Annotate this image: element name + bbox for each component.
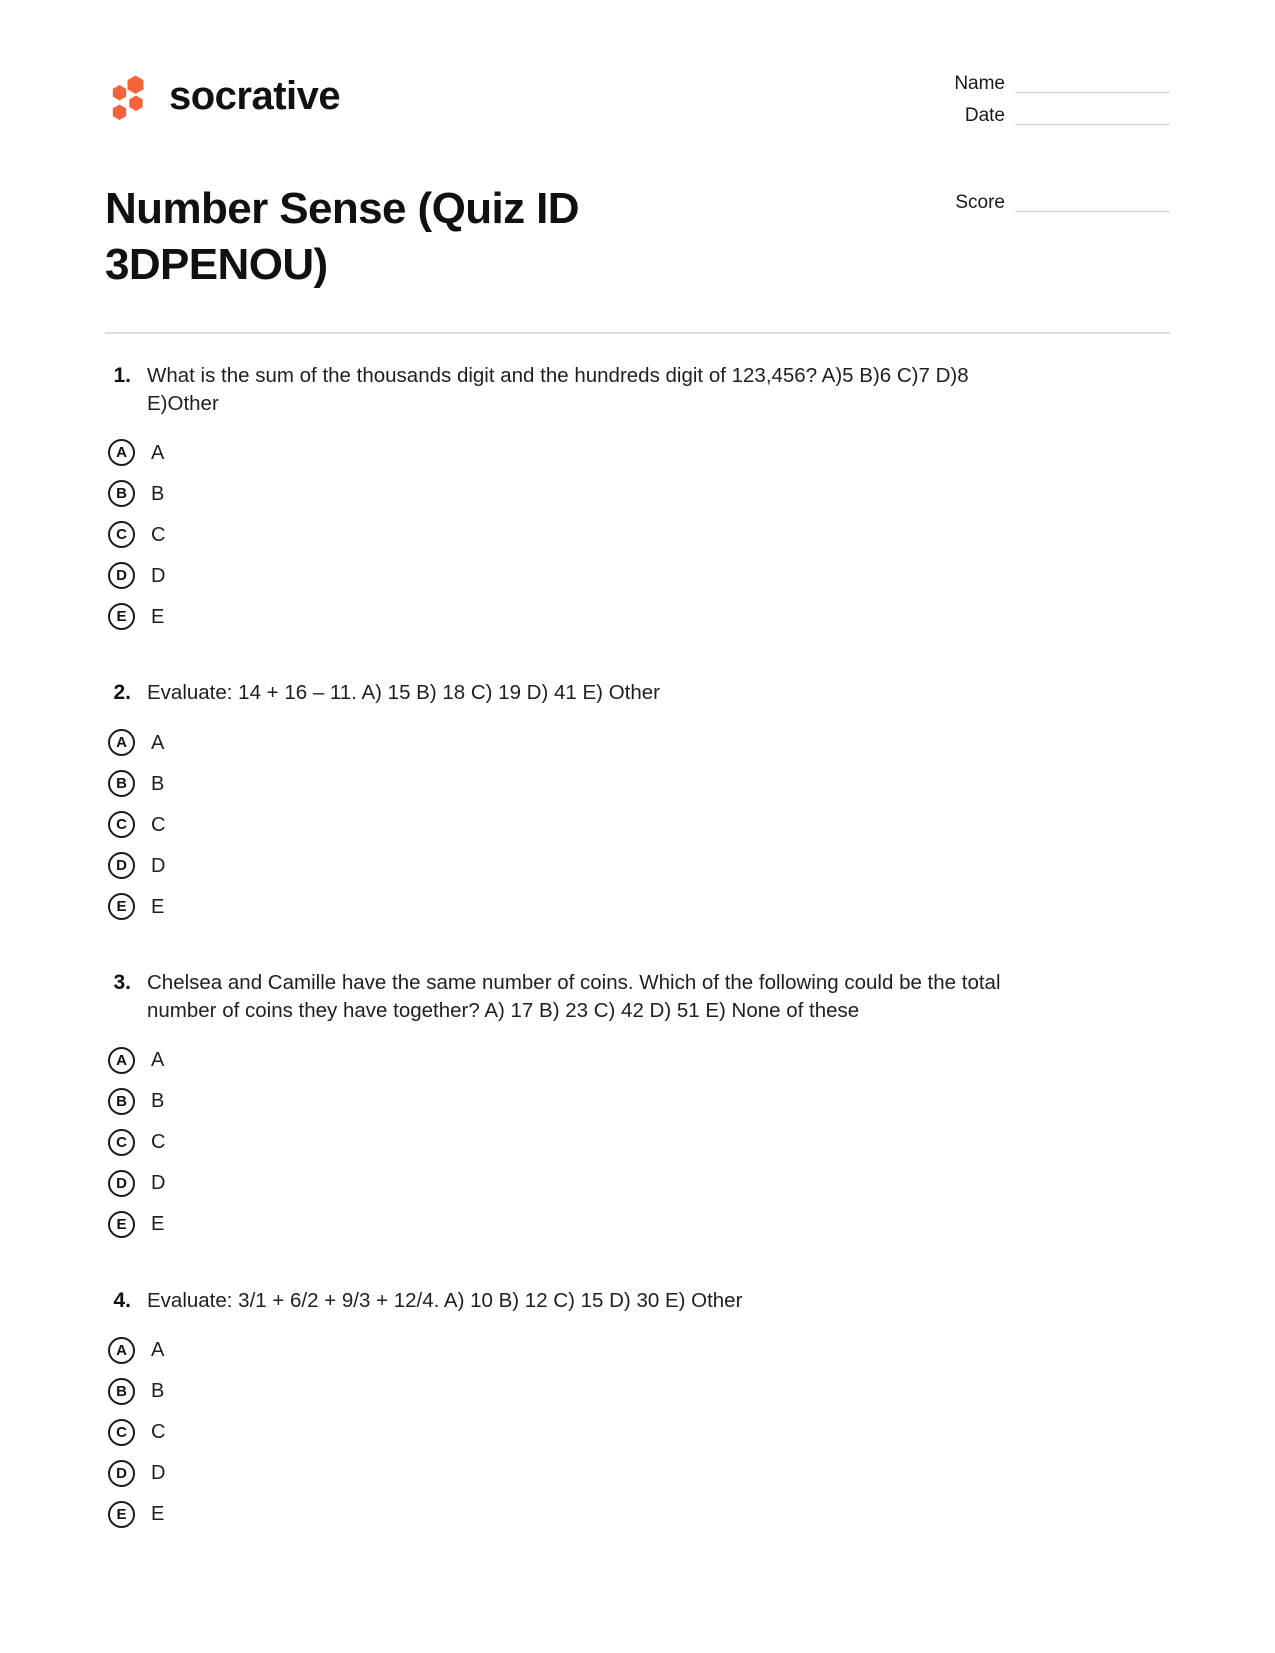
answer-option-e[interactable] xyxy=(108,1204,1170,1245)
answer-bubble-d[interactable]: D xyxy=(108,562,135,589)
header-divider xyxy=(105,332,1170,334)
answer-option-label: E xyxy=(151,1503,165,1526)
answer-option-e[interactable] xyxy=(108,886,1170,927)
name-field-row xyxy=(925,74,1170,93)
question-list xyxy=(0,362,1275,1535)
answer-option-list xyxy=(105,1040,1170,1245)
answer-option-label: B xyxy=(151,772,165,795)
answer-bubble-e[interactable]: E xyxy=(108,603,135,630)
answer-option-label: A xyxy=(151,731,165,754)
answer-bubble-c[interactable]: C xyxy=(108,521,135,548)
answer-option-c[interactable] xyxy=(108,804,1170,845)
socrative-brand xyxy=(105,72,340,120)
answer-bubble-a[interactable]: A xyxy=(108,1337,135,1364)
question-number: 2. xyxy=(113,681,131,705)
answer-bubble-a[interactable]: A xyxy=(108,729,135,756)
answer-option-a[interactable] xyxy=(108,1330,1170,1371)
question-text: Evaluate: 3/1 + 6/2 + 9/3 + 12/4. A) 10 B) 12 C) 15 D) 30 E) Other xyxy=(147,1288,743,1312)
answer-option-list xyxy=(105,1330,1170,1535)
answer-option-d[interactable] xyxy=(108,845,1170,886)
page-header xyxy=(0,0,1275,225)
answer-bubble-e[interactable]: E xyxy=(108,893,135,920)
answer-bubble-b[interactable]: B xyxy=(108,480,135,507)
answer-option-label: A xyxy=(151,441,165,464)
date-field-line[interactable] xyxy=(1015,110,1170,125)
answer-option-label: E xyxy=(151,1213,165,1236)
answer-bubble-a[interactable]: A xyxy=(108,439,135,466)
answer-option-a[interactable] xyxy=(108,722,1170,763)
answer-option-list xyxy=(105,432,1170,637)
answer-option-b[interactable] xyxy=(108,763,1170,804)
answer-bubble-c[interactable]: C xyxy=(108,1419,135,1446)
question-text: Chelsea and Camille have the same number of coins. Which of the following could be the total number of coins they have together? A) 17 B) 23 C) 42 D) 51 E) None of these xyxy=(147,971,1001,1023)
answer-option-list xyxy=(105,722,1170,927)
question-head xyxy=(105,969,1170,1026)
question-head xyxy=(105,362,1170,419)
answer-bubble-e[interactable]: E xyxy=(108,1211,135,1238)
question-head xyxy=(105,1287,1170,1316)
score-field-label: Score xyxy=(955,192,1005,213)
answer-option-b[interactable] xyxy=(108,1081,1170,1122)
answer-bubble-b[interactable]: B xyxy=(108,1088,135,1115)
question-number: 1. xyxy=(113,363,131,387)
answer-option-label: B xyxy=(151,1380,165,1403)
answer-option-e[interactable] xyxy=(108,1494,1170,1535)
answer-option-c[interactable] xyxy=(108,1122,1170,1163)
answer-option-label: D xyxy=(151,1462,166,1485)
question-text: Evaluate: 14 + 16 – 11. A) 15 B) 18 C) 19 D) 41 E) Other xyxy=(147,681,660,705)
answer-option-label: D xyxy=(151,854,166,877)
question-number: 3. xyxy=(113,971,131,995)
answer-option-c[interactable] xyxy=(108,1412,1170,1453)
answer-option-e[interactable] xyxy=(108,596,1170,637)
answer-bubble-b[interactable]: B xyxy=(108,1378,135,1405)
date-field-label: Date xyxy=(964,105,1005,126)
answer-option-label: A xyxy=(151,1049,165,1072)
answer-option-c[interactable] xyxy=(108,514,1170,555)
name-field-line[interactable] xyxy=(1015,78,1170,93)
answer-option-label: E xyxy=(151,895,165,918)
answer-option-label: C xyxy=(151,813,166,836)
name-field-label: Name xyxy=(954,73,1005,94)
answer-option-b[interactable] xyxy=(108,1371,1170,1412)
answer-option-b[interactable] xyxy=(108,473,1170,514)
answer-option-label: D xyxy=(151,564,166,587)
socrative-hexagon-logo-icon xyxy=(105,72,153,120)
question-item xyxy=(105,679,1170,927)
answer-bubble-b[interactable]: B xyxy=(108,770,135,797)
question-item xyxy=(105,969,1170,1245)
answer-option-label: B xyxy=(151,1090,165,1113)
student-info-fields xyxy=(925,74,1170,225)
answer-bubble-d[interactable]: D xyxy=(108,852,135,879)
answer-bubble-d[interactable]: D xyxy=(108,1170,135,1197)
answer-bubble-c[interactable]: C xyxy=(108,1129,135,1156)
answer-option-label: E xyxy=(151,605,165,628)
answer-option-d[interactable] xyxy=(108,1453,1170,1494)
answer-option-d[interactable] xyxy=(108,1163,1170,1204)
answer-option-label: A xyxy=(151,1339,165,1362)
question-text: What is the sum of the thousands digit and the hundreds digit of 123,456? A)5 B)6 C)7 D)8 E)Other xyxy=(147,363,969,415)
question-head xyxy=(105,679,1170,708)
answer-option-label: B xyxy=(151,482,165,505)
score-field-line[interactable] xyxy=(1015,197,1170,212)
question-item xyxy=(105,362,1170,638)
answer-bubble-d[interactable]: D xyxy=(108,1460,135,1487)
answer-option-label: C xyxy=(151,1131,166,1154)
answer-option-d[interactable] xyxy=(108,555,1170,596)
answer-option-label: D xyxy=(151,1172,166,1195)
page-title: Number Sense (Quiz ID 3DPENOU) xyxy=(105,184,579,290)
brand-name: socrative xyxy=(169,74,341,118)
question-number: 4. xyxy=(113,1288,131,1312)
answer-option-label: C xyxy=(151,1421,166,1444)
answer-bubble-e[interactable]: E xyxy=(108,1501,135,1528)
date-field-row xyxy=(925,106,1170,125)
answer-option-a[interactable] xyxy=(108,432,1170,473)
answer-option-label: C xyxy=(151,523,166,546)
question-item xyxy=(105,1287,1170,1535)
score-field-row xyxy=(925,193,1170,212)
answer-bubble-c[interactable]: C xyxy=(108,811,135,838)
answer-option-a[interactable] xyxy=(108,1040,1170,1081)
answer-bubble-a[interactable]: A xyxy=(108,1047,135,1074)
